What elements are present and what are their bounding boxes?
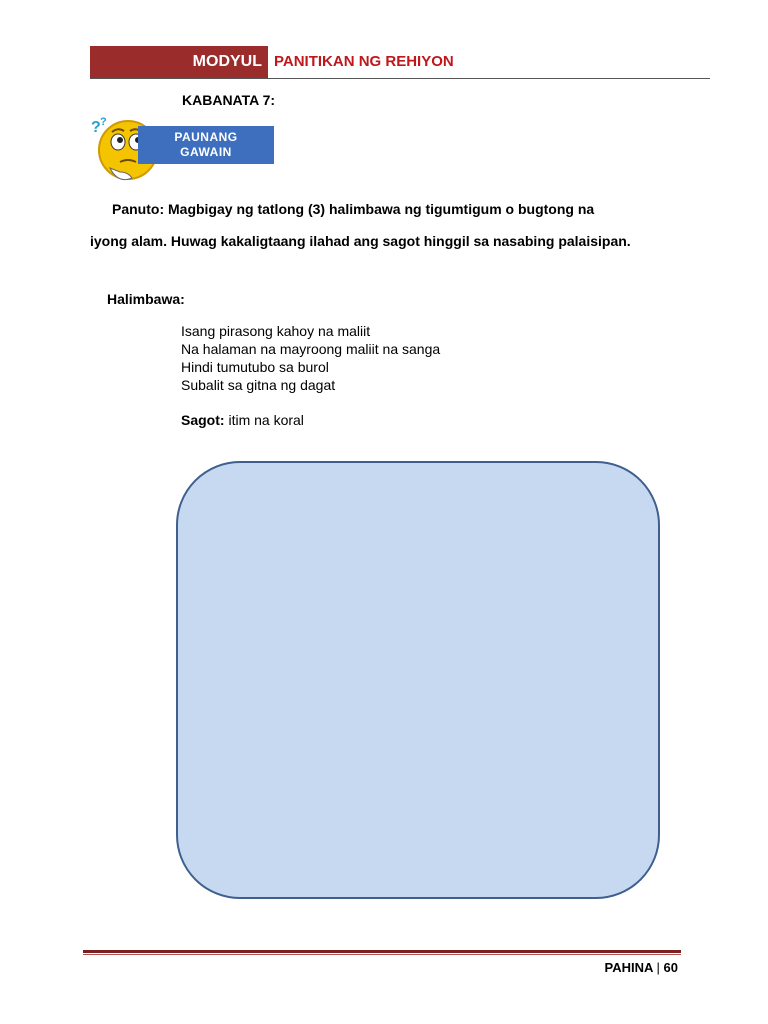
answer-text: itim na koral xyxy=(228,412,304,428)
footer-rule-thin xyxy=(83,954,681,955)
example-answer xyxy=(181,412,304,428)
page-label: PAHINA xyxy=(604,960,653,975)
badge-line-1: PAUNANG xyxy=(174,130,238,144)
svg-text:?: ? xyxy=(100,116,107,128)
answer-label: Sagot: xyxy=(181,412,225,428)
footer-rule xyxy=(83,950,681,953)
riddle-line: Isang pirasong kahoy na maliit xyxy=(181,323,371,339)
riddle xyxy=(181,322,440,394)
module-label: MODYUL xyxy=(90,46,268,78)
page-number xyxy=(605,960,679,975)
paunang-gawain-badge xyxy=(138,126,274,164)
page-number-value: 60 xyxy=(663,960,678,975)
instructions xyxy=(90,193,673,257)
answer-box[interactable] xyxy=(176,461,660,899)
riddle-line: Na halaman na mayroong maliit na sanga xyxy=(181,341,441,357)
module-header xyxy=(90,46,710,79)
svg-text:?: ? xyxy=(91,119,101,136)
page-separator: | xyxy=(656,960,660,975)
instructions-line-1: Panuto: Magbigay ng tatlong (3) halimbawa ng tigumtigum o bugtong na xyxy=(112,201,595,217)
riddle-line: Hindi tumutubo sa burol xyxy=(181,359,329,375)
badge-line-2: GAWAIN xyxy=(180,145,232,159)
module-title: PANITIKAN NG REHIYON xyxy=(274,53,454,70)
chapter-title: KABANATA 7: xyxy=(182,92,276,108)
instructions-line-2: iyong alam. Huwag kakaligtaang ilahad ang sagot hinggil sa nasabing palaisipan. xyxy=(90,233,631,249)
example-heading: Halimbawa: xyxy=(107,291,185,307)
riddle-line: Subalit sa gitna ng dagat xyxy=(181,377,336,393)
